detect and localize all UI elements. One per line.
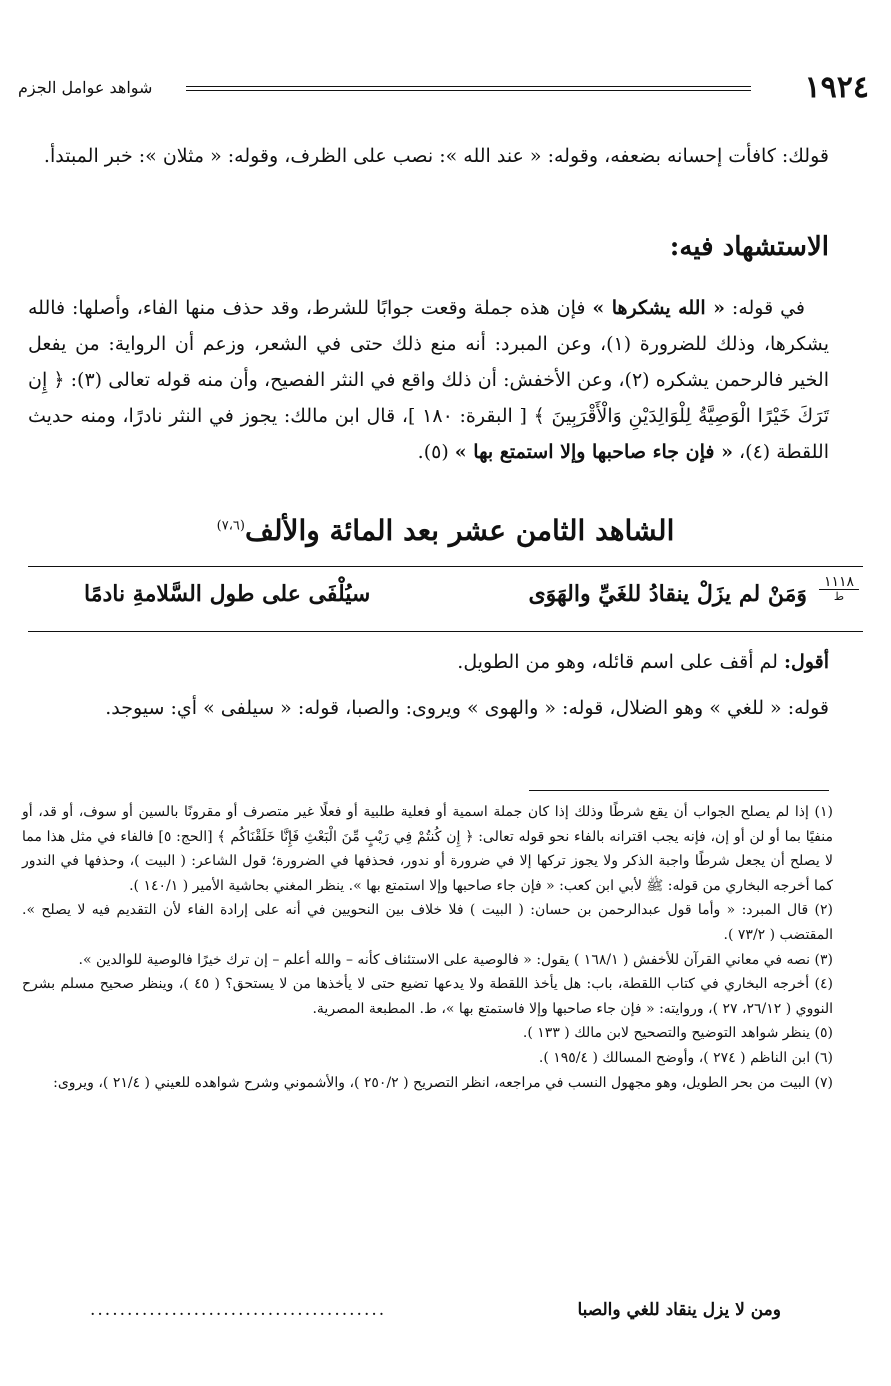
first-hemistich: وَمَنْ لم يزَلْ ينقادُ للغَيِّ والهَوَى [528,581,807,607]
page-header [18,68,869,108]
quoted-phrase: « فإن جاء صاحبها وإلا استمتع بها » [454,441,733,463]
header-rule [186,86,751,91]
footnote: (١) إذا لم يصلح الجواب أن يقع شرطًا وذلك إذا كان جملة اسمية أو فعلية طلبية أو فعلًا غير متصرف أو مقرونًا بالسين أو سوف، أو قد، أو منفيًا بما أو لن أو إن، فإنه يجب اقترانه بالفاء نحو قوله تعالى: ﴿ إِن كُنتُمْ فِي رَيْبٍ مِّنَ الْبَعْثِ فَإِنَّا خَلَقْنَاكُم ﴾ [الحج: ٥] فالفاء في مثل هذا مما لا يصلح أن يجعل شرطًا واجبة الذكر ولا يجوز تركها إلا في ضرورة أو ندور، فحذفها في الضرورة؛ قول الشاعر: ( البيت )، وحذفها في الندور كما أخرجه البخاري من قوله: ﷺ لأبي ابن كعب: « فإن جاء صاحبها وإلا استمتع بها ». ينظر المغني بحاشية الأمير ( ١٤٠/١ ). [22,804,833,894]
verse-number [819,575,859,604]
footnote-separator [529,790,829,791]
footnote: (٦) ابن الناظم ( ٢٧٤ )، وأوضح المسالك ( ١٩٥/٤ ). [538,1049,833,1066]
footnote: (٧) البيت من بحر الطويل، وهو مجهول النسب في مراجعه، انظر التصريح ( ٢٥٠/٢ )، والأشموني وشرح شواهده للعيني ( ٢١/٤ )، ويروى: [53,1074,833,1091]
footnote: (٥) ينظر شواهد التوضيح والتصحيح لابن مالك ( ١٣٣ ). [522,1025,833,1042]
paragraph-text: لم أقف على اسم قائله، وهو من الطويل. [457,651,784,673]
page-number: ١٩٢٤ [804,70,869,105]
shahid-title [200,514,691,547]
istishhad-paragraph [28,290,829,470]
verse-box [28,566,863,632]
running-title: شواهد عوامل الجزم [18,78,153,97]
paragraph-text: (٥). [417,441,455,463]
paragraph-text: في قوله: [725,297,805,319]
commentary-lead: أقول: [784,651,829,673]
footnote: (٢) قال المبرد: « وأما قول عبدالرحمن بن حسان: ( البيت ) فلا خلاف بين النحويين في أنه على إرادة الفاء لأن التقديم فيه لا يصلح ». المقتضب ( ٧٣/٢ ). [22,902,833,943]
variant-hemistich: ومن لا يزل ينقاد للغي والصبا [577,1300,781,1320]
commentary-paragraph: قوله: « للغي » وهو الضلال، قوله: « والهوى » ويروى: والصبا، قوله: « سيلفى » أي: سيوجد. [105,697,829,719]
second-hemistich: سيُلْفَى على طول السَّلامةِ نادمًا [84,581,371,607]
paragraph-text: فإن هذه جملة وقعت جوابًا للشرط، وقد حذف منها الفاء، وأصلها: فالله يشكرها، وذلك للضرورة (١)، وعن المبرد: أنه منع ذلك حتى في الشعر، وزعم أن الرواية: من يفعل الخير فالرحمن يشكره (٢)، وعن الأخفش: أن ذلك واقع في النثر الفصيح، وأن منه قوله تعالى (٣): ﴿ إِن تَرَكَ خَيْرًا الْوَصِيَّةُ لِلْوَالِدَيْنِ وَالْأَقْرَبِينَ ﴾ [ البقرة: ١٨٠ ]، قال ابن مالك: يجوز في النثر نادرًا، ومنه حديث اللقطة (٤)، [28,297,830,463]
section-heading: الاستشهاد فيه: [669,232,829,262]
variant-verse [90,1300,781,1330]
footnote-ref: (٧،٦) [216,518,245,534]
quoted-phrase: « الله يشكرها » [592,297,726,319]
footnote: (٣) نصه في معاني القرآن للأخفش ( ١٦٨/١ ) يقول: « فالوصية على الاستئناف كأنه – والله أعلم – إن ترك خيرًا فالوصية للوالدين ». [78,951,833,968]
verse-mark: ط [833,590,845,603]
verse-number-value: ١١١٨ [819,575,859,590]
footnote: (٤) أخرجه البخاري في كتاب اللقطة، باب: هل يأخذ اللقطة ولا يدعها تضيع حتى لا يأخذها من لا يستحق؟ ( ٤٥ )، وينظر صحيح مسلم بشرح النووي ( ٢٦/١٢، ٢٧ )، وروايته: « فإن جاء صاحبها وإلا فاستمتع بها »، ط. المطبعة المصرية. [22,976,833,1017]
footnotes [22,800,833,1095]
body-paragraph: قولك: كافأت إحسانه بضعفه، وقوله: « عند الله »: نصب على الظرف، وقوله: « مثلان »: خبر المبتدأ. [43,145,829,167]
shahid-title-text: الشاهد الثامن عشر بعد المائة والألف [244,514,675,547]
commentary-paragraph [28,644,829,680]
ellipsis-dots: ........................................ [90,1300,387,1320]
